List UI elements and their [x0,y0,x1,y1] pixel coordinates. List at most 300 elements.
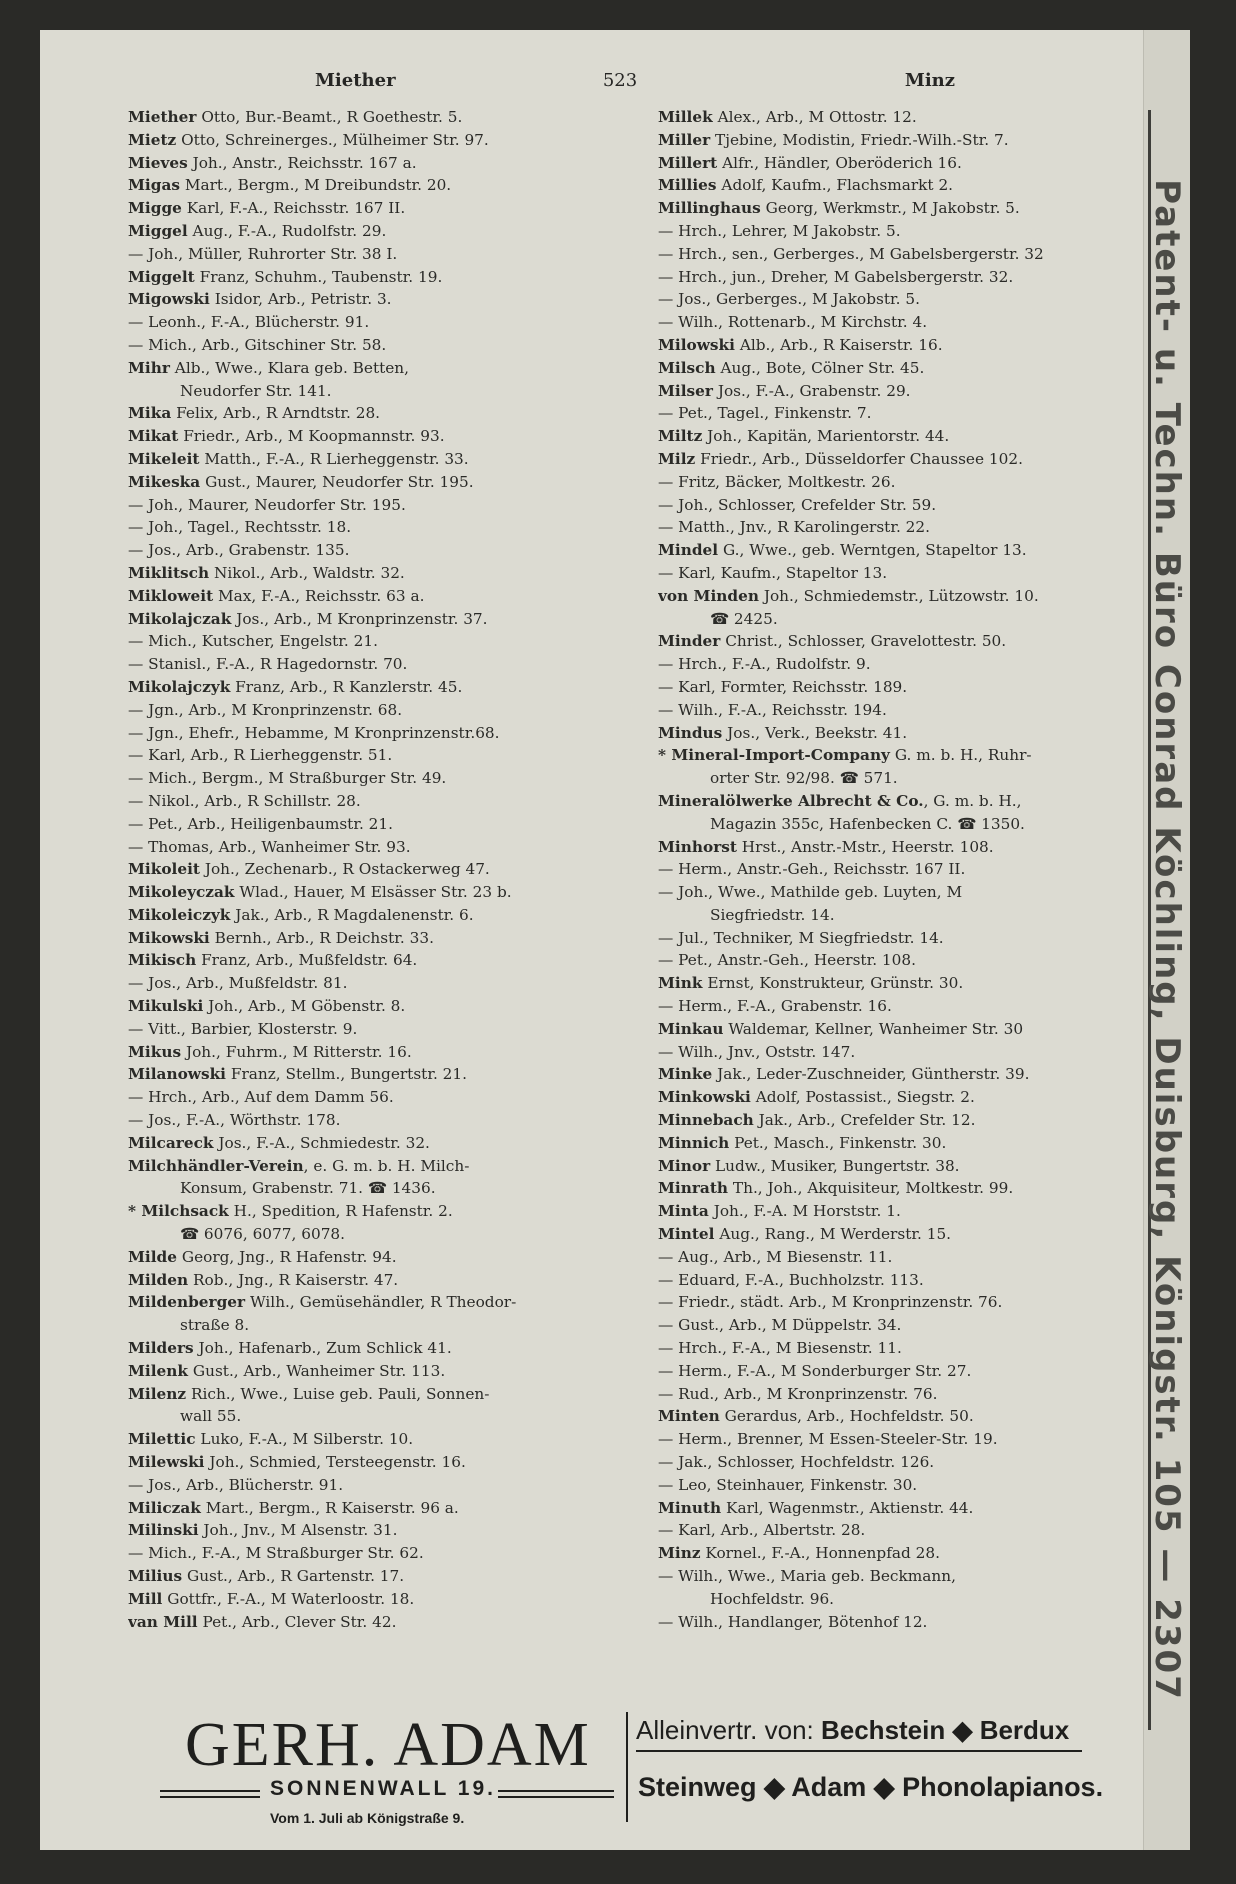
entry-details: Gottfr., F.-A., M Waterloostr. 18. [162,1589,415,1608]
entry-details: Christ., Schlosser, Gravelottestr. 50. [720,632,1007,651]
directory-entry [128,1565,628,1588]
directory-entry [658,243,1163,266]
entry-details: orter Str. 92/98. ☎ 571. [710,769,898,788]
entry-details: Rob., Jng., R Kaiserstr. 47. [188,1270,399,1289]
directory-entry [658,1063,1163,1086]
entry-details: — Jos., Arb., Mußfeldstr. 81. [128,974,348,993]
entry-details: ☎ 2425. [710,609,778,628]
directory-entry [128,1428,628,1451]
directory-entry [128,608,628,631]
entry-surname: Milanowski [128,1065,226,1084]
directory-entry [128,653,628,676]
directory-entry [658,1109,1163,1132]
directory-entry [128,1155,628,1178]
entry-surname: Miltz [658,427,703,446]
entry-details: Bernh., Arb., R Deichstr. 33. [209,928,434,947]
ad-double-rule-left [160,1790,260,1798]
entry-details: — Wilh., Wwe., Maria geb. Beckmann, [658,1567,956,1585]
entry-surname: Minor [658,1156,711,1175]
entry-details: Alb., Arb., R Kaiserstr. 16. [734,335,943,354]
ad-agency-line [636,1715,1069,1746]
entry-details: — Herm., F.-A., Grabenstr. 16. [658,997,892,1016]
directory-entry [658,448,1163,471]
directory-entry [658,402,1163,425]
directory-entry [128,699,628,722]
directory-entry [128,174,628,197]
directory-entry [128,881,628,904]
directory-entry [128,1383,628,1406]
entry-details: Joh., Schmiedemstr., Lützowstr. 10. [758,586,1039,605]
right-column [658,106,1163,1706]
entry-details: Jos., Verk., Beekstr. 41. [722,723,908,742]
entry-details: — Mich., F.-A., M Straßburger Str. 62. [128,1544,424,1563]
entry-surname: Mindus [658,723,723,742]
entry-surname: Mintel [658,1225,715,1244]
entry-details: Tjebine, Modistin, Friedr.-Wilh.-Str. 7. [710,130,1009,149]
entry-details: Max, F.-A., Reichsstr. 63 a. [213,586,425,605]
directory-entry [128,813,628,836]
ad-company-name: GERH. ADAM [185,1711,591,1779]
entry-surname: Mikeleit [128,449,200,468]
entry-surname: Mink [658,974,703,993]
entry-details: Gust., Arb., Wanheimer Str. 113. [188,1361,446,1380]
directory-entry [128,790,628,813]
entry-details: Joh., Anstr., Reichsstr. 167 a. [187,153,417,172]
directory-entry [658,1428,1163,1451]
entry-surname: Mihr [128,358,170,377]
directory-entry [128,1086,628,1109]
entry-details: Ludw., Musiker, Bungertstr. 38. [710,1156,960,1175]
directory-entry [658,744,1163,767]
entry-details: — Jos., F.-A., Wörthstr. 178. [128,1111,341,1130]
entry-details: Wlad., Hauer, M Elsässer Str. 23 b. [234,883,512,902]
directory-entry [658,1132,1163,1155]
entry-details: Magazin 355c, Hafenbecken C. ☎ 1350. [710,814,1025,833]
entry-surname: Mieves [128,153,188,172]
entry-surname: Millek [658,108,713,126]
directory-entry [658,288,1163,311]
entry-surname: Mikloweit [128,586,214,605]
entry-details: Franz, Arb., Mußfeldstr. 64. [196,951,418,970]
directory-entry [128,995,628,1018]
entry-details: — Rud., Arb., M Kronprinzenstr. 76. [658,1384,938,1403]
directory-entry [128,1041,628,1064]
ad-double-rule-right [498,1790,614,1798]
entry-details: — Wilh., Rottenarb., M Kirchstr. 4. [658,313,928,332]
directory-entry [128,836,628,859]
directory-entry [658,494,1163,517]
entry-details: — Aug., Arb., M Biesenstr. 11. [658,1247,893,1266]
directory-entry [658,1314,1163,1337]
entry-details: Kornel., F.-A., Honnenpfad 28. [700,1544,940,1563]
entry-details: Aug., Rang., M Werderstr. 15. [714,1225,952,1244]
directory-page [40,30,1190,1850]
entry-surname: Mikisch [128,951,197,970]
ad-brands-line: Steinweg ◆ Adam ◆ Phonolapianos. [638,1772,1104,1802]
directory-entry [658,1383,1163,1406]
directory-entry [658,425,1163,448]
entry-details: Wilh., Gemüsehändler, R Theodor- [245,1293,517,1312]
entry-details: — Matth., Jnv., R Karolingerstr. 22. [658,518,930,537]
directory-entry [658,1018,1163,1041]
directory-entry [658,972,1163,995]
entry-details: — Hrch., F.-A., M Biesenstr. 11. [658,1339,902,1358]
directory-entry [128,494,628,517]
directory-entry [658,380,1163,403]
entry-surname: Minke [658,1065,713,1084]
entry-surname: Minta [658,1202,709,1221]
entry-details: — Wilh., F.-A., Reichsstr. 194. [658,700,887,719]
directory-entry [658,813,1163,836]
directory-entry [128,1405,628,1428]
directory-entry [658,1588,1163,1611]
entry-details: — Jos., Gerberges., M Jakobstr. 5. [658,290,920,309]
directory-entry [658,1337,1163,1360]
directory-entry [658,1497,1163,1520]
entry-details: Otto, Bur.-Beamt., R Goethestr. 5. [196,108,463,126]
directory-entry [128,106,628,129]
entry-details: Georg, Jng., R Hafenstr. 94. [176,1247,397,1266]
directory-entry [658,152,1163,175]
entry-details: Alex., Arb., M Ottostr. 12. [712,108,917,126]
entry-details: Joh., Arb., M Göbenstr. 8. [203,997,406,1016]
directory-entry [658,220,1163,243]
directory-entry [658,1291,1163,1314]
directory-entry [658,1611,1163,1634]
directory-entry [658,471,1163,494]
entry-surname: Mikolajczyk [128,677,231,696]
directory-entry [658,1519,1163,1542]
directory-entry [658,106,1163,129]
entry-surname: Mika [128,404,172,423]
entry-surname: von Minden [658,586,759,605]
entry-details: Georg, Werkmstr., M Jakobstr. 5. [760,199,1020,218]
entry-details: Gust., Maurer, Neudorfer Str. 195. [200,472,474,491]
entry-surname: Milser [658,381,713,400]
directory-entry [658,1041,1163,1064]
directory-entry [128,448,628,471]
entry-details: Joh., F.-A. M Horststr. 1. [708,1202,901,1221]
ad-agency-brands: Bechstein ◆ Berdux [820,1715,1070,1745]
entry-surname: Millinghaus [658,199,761,218]
directory-entry [658,881,1163,904]
entry-details: — Eduard, F.-A., Buchholzstr. 113. [658,1270,924,1289]
entry-details: , G. m. b. H., [923,791,1022,810]
entry-details: — Hrch., F.-A., Rudolfstr. 9. [658,655,871,674]
directory-entry [128,1474,628,1497]
directory-entry [658,516,1163,539]
entry-details: — Mich., Arb., Gitschiner Str. 58. [128,335,387,354]
directory-entry [128,266,628,289]
directory-entry [658,1542,1163,1565]
directory-entry [128,288,628,311]
entry-surname: Minnebach [658,1111,754,1130]
entry-surname: Mikat [128,427,179,446]
entry-surname: Migas [128,176,180,195]
directory-entry [658,1086,1163,1109]
entry-surname: * Milchsack [128,1202,229,1221]
directory-entry [658,767,1163,790]
entry-surname: Minnich [658,1133,730,1152]
entry-details: — Mich., Kutscher, Engelstr. 21. [128,632,378,651]
entry-surname: Milchhändler-Verein [128,1156,304,1175]
entry-details: Hochfeldstr. 96. [710,1589,835,1608]
entry-details: Konsum, Grabenstr. 71. ☎ 1436. [180,1179,436,1198]
entry-surname: Milden [128,1270,189,1289]
entry-details: Gust., Arb., R Gartenstr. 17. [182,1567,405,1585]
directory-entry [128,1451,628,1474]
entry-surname: Minten [658,1407,720,1426]
directory-entry [658,266,1163,289]
entry-details: Friedr., Arb., M Koopmannstr. 93. [178,427,445,446]
directory-entry [658,1155,1163,1178]
entry-surname: Milinski [128,1521,199,1540]
entry-surname: Milius [128,1567,183,1585]
directory-entry [658,539,1163,562]
entry-surname: Minrath [658,1179,729,1198]
entry-surname: Mikowski [128,928,210,947]
entry-surname: Milcareck [128,1133,214,1152]
entry-surname: Milde [128,1247,177,1266]
entry-surname: Minz [658,1544,701,1563]
entry-details: Otto, Schreinerges., Mülheimer Str. 97. [176,130,489,149]
directory-entry [658,1246,1163,1269]
entry-details: Franz, Schuhm., Taubenstr. 19. [194,267,443,286]
directory-entry [658,858,1163,881]
directory-entry [128,357,628,380]
entry-details: — Herm., F.-A., M Sonderburger Str. 27. [658,1361,972,1380]
entry-details: Nikol., Arb., Waldstr. 32. [209,563,405,582]
directory-entry [128,1611,628,1634]
entry-details: Joh., Schmied, Tersteegenstr. 16. [204,1453,466,1472]
directory-entry [658,334,1163,357]
entry-details: Alfr., Händler, Oberöderich 16. [717,153,962,172]
entry-surname: Milders [128,1339,194,1358]
entry-details: Felix, Arb., R Arndtstr. 28. [171,404,381,423]
entry-details: Aug., F.-A., Rudolfstr. 29. [187,221,387,240]
entry-details: — Joh., Maurer, Neudorfer Str. 195. [128,495,406,514]
directory-entry [128,676,628,699]
directory-entry [658,904,1163,927]
entry-surname: Mildenberger [128,1293,246,1312]
entry-details: Jos., F.-A., Schmiedestr. 32. [213,1133,430,1152]
directory-entry [128,1497,628,1520]
directory-entry [128,1542,628,1565]
directory-entry [658,1360,1163,1383]
entry-details: — Joh., Schlosser, Crefelder Str. 59. [658,495,937,514]
entry-surname: Minder [658,632,721,651]
entry-surname: Milowski [658,335,735,354]
directory-entry [658,995,1163,1018]
entry-surname: Mietz [128,130,177,149]
entry-details: — Joh., Wwe., Mathilde geb. Luyten, M [658,883,963,902]
directory-entry [128,539,628,562]
directory-entry [658,585,1163,608]
entry-surname: Milz [658,449,696,468]
directory-entry [658,311,1163,334]
entry-surname: Mikolajczak [128,609,232,628]
entry-details: — Hrch., Lehrer, M Jakobstr. 5. [658,221,901,240]
entry-details: Waldemar, Kellner, Wanheimer Str. 30 [723,1019,1024,1038]
entry-details: — Fritz, Bäcker, Moltkestr. 26. [658,472,896,491]
entry-details: — Pet., Arb., Heiligenbaumstr. 21. [128,814,394,833]
directory-entry [128,220,628,243]
entry-details: straße 8. [180,1316,250,1335]
directory-entry [658,197,1163,220]
entry-surname: Milenz [128,1384,187,1403]
directory-entry [658,1200,1163,1223]
edge-advert-text: Patent- u. Techn. Büro Conrad Köchling, Duisburg, Königstr. 105 — 2307 [1147,179,1187,1701]
page-edge-strip [1143,30,1190,1850]
entry-details: Pet., Masch., Finkenstr. 30. [729,1133,947,1152]
entry-details: Joh., Jnv., M Alsenstr. 31. [198,1521,398,1540]
entry-details: Adolf, Kaufm., Flachsmarkt 2. [716,176,954,195]
entry-details: Isidor, Arb., Petristr. 3. [209,290,392,309]
entry-details: Rich., Wwe., Luise geb. Pauli, Sonnen- [186,1384,490,1403]
directory-entry [128,334,628,357]
directory-entry [128,767,628,790]
directory-entry [128,1132,628,1155]
directory-entry [128,197,628,220]
entry-details: Joh., Zechenarb., R Ostackerweg 47. [199,860,490,879]
directory-entry [128,1360,628,1383]
directory-entry [128,585,628,608]
entry-details: — Hrch., jun., Dreher, M Gabelsbergerstr. 32. [658,267,1014,286]
entry-details: Friedr., Arb., Düsseldorfer Chaussee 102. [695,449,1023,468]
entry-surname: van Mill [128,1612,198,1631]
entry-surname: Mindel [658,541,719,560]
directory-entry [658,562,1163,585]
directory-entry [128,1291,628,1314]
entry-details: — Pet., Tagel., Finkenstr. 7. [658,404,872,423]
entry-details: Franz, Arb., R Kanzlerstr. 45. [230,677,463,696]
directory-entry [128,152,628,175]
header-left-keyword: Miether [315,70,396,91]
entry-surname: Miether [128,108,197,126]
entry-details: Adolf, Postassist., Siegstr. 2. [750,1088,975,1107]
ad-divider [626,1712,628,1822]
entry-surname: Mill [128,1589,163,1608]
directory-entry [128,1519,628,1542]
entry-details: Aug., Bote, Cölner Str. 45. [715,358,925,377]
entry-details: Hrst., Anstr.-Mstr., Heerstr. 108. [736,837,994,856]
directory-entry [128,1177,628,1200]
entry-details: — Leo, Steinhauer, Finkenstr. 30. [658,1475,918,1494]
entry-details: — Karl, Formter, Reichsstr. 189. [658,677,908,696]
entry-details: — Mich., Bergm., M Straßburger Str. 49. [128,769,447,788]
entry-details: , e. G. m. b. H. Milch- [303,1156,470,1175]
entry-surname: Minkowski [658,1088,751,1107]
directory-entry [128,1018,628,1041]
entry-details: — Friedr., städt. Arb., M Kronprinzenstr. 76. [658,1293,1003,1312]
entry-details: Neudorfer Str. 141. [180,381,332,400]
directory-entry [128,243,628,266]
entry-details: — Wilh., Handlanger, Bötenhof 12. [658,1612,928,1631]
directory-entry [128,562,628,585]
directory-entry [128,630,628,653]
entry-surname: Minkau [658,1019,724,1038]
entry-details: Gerardus, Arb., Hochfeldstr. 50. [719,1407,974,1426]
entry-details: — Karl, Arb., R Lierheggenstr. 51. [128,746,393,765]
entry-details: Jak., Leder-Zuschneider, Güntherstr. 39. [712,1065,1030,1084]
entry-details: — Wilh., Jnv., Oststr. 147. [658,1042,856,1061]
entry-surname: Miller [658,130,711,149]
entry-details: Th., Joh., Akquisiteur, Moltkestr. 99. [728,1179,1014,1198]
entry-surname: * Mineral-Import-Company [658,746,890,765]
entry-surname: Miklitsch [128,563,210,582]
entry-details: Jos., Arb., M Kronprinzenstr. 37. [231,609,488,628]
entry-details: Ernst, Konstrukteur, Grünstr. 30. [702,974,964,993]
left-column [128,106,628,1706]
directory-entry [658,653,1163,676]
entry-details: Karl, Wagenmstr., Aktienstr. 44. [721,1498,974,1517]
entry-details: — Jos., Arb., Blücherstr. 91. [128,1475,344,1494]
directory-entry [658,1565,1163,1588]
entry-details: Joh., Hafenarb., Zum Schlick 41. [193,1339,452,1358]
entry-details: H., Spedition, R Hafenstr. 2. [228,1202,453,1221]
directory-entry [128,311,628,334]
entry-details: Pet., Arb., Clever Str. 42. [197,1612,397,1631]
entry-details: Mart., Bergm., M Dreibundstr. 20. [179,176,452,195]
entry-details: — Gust., Arb., M Düppelstr. 34. [658,1316,902,1335]
entry-details: Jak., Arb., Crefelder Str. 12. [753,1111,976,1130]
entry-details: Siegfriedstr. 14. [710,905,835,924]
entry-details: — Jos., Arb., Grabenstr. 135. [128,541,350,560]
entry-surname: Migowski [128,290,210,309]
directory-entry [128,904,628,927]
entry-details: — Jgn., Ehefr., Hebamme, M Kronprinzenstr.68. [128,723,500,742]
directory-entry [658,357,1163,380]
directory-entry [128,1223,628,1246]
entry-details: Matth., F.-A., R Lierheggenstr. 33. [199,449,469,468]
directory-entry [128,1269,628,1292]
entry-surname: Mineralölwerke Albrecht & Co. [658,791,924,810]
entry-surname: Mikus [128,1042,182,1061]
directory-entry [128,471,628,494]
entry-surname: Milettic [128,1430,196,1449]
entry-surname: Migge [128,199,182,218]
directory-entry [128,722,628,745]
directory-entry [658,676,1163,699]
ad-agency-prefix: Alleinvertr. von: [636,1715,821,1745]
directory-entry [658,699,1163,722]
entry-details: ☎ 6076, 6077, 6078. [180,1225,346,1244]
entry-surname: Miliczak [128,1498,201,1517]
entry-details: Luko, F.-A., M Silberstr. 10. [195,1430,414,1449]
entry-surname: Miggel [128,221,188,240]
directory-entry [658,1177,1163,1200]
directory-entry [128,1337,628,1360]
entry-surname: Milewski [128,1453,205,1472]
entry-details: — Hrch., Arb., Auf dem Damm 56. [128,1088,394,1107]
entry-details: — Vitt., Barbier, Klosterstr. 9. [128,1019,358,1038]
entry-details: Jak., Arb., R Magdalenenstr. 6. [230,905,474,924]
directory-entry [658,608,1163,631]
directory-entry [128,1200,628,1223]
directory-entry [658,1269,1163,1292]
entry-details: — Jul., Techniker, M Siegfriedstr. 14. [658,928,944,947]
entry-details: — Herm., Anstr.-Geh., Reichsstr. 167 II. [658,860,966,879]
entry-details: — Jak., Schlosser, Hochfeldstr. 126. [658,1453,935,1472]
page-header [120,70,1120,102]
page-number: 523 [602,70,638,91]
directory-entry [658,1405,1163,1428]
entry-details: — Pet., Anstr.-Geh., Heerstr. 108. [658,951,916,970]
advertisement [120,1710,1120,1830]
entry-details: — Karl, Arb., Albertstr. 28. [658,1521,866,1540]
directory-entry [128,972,628,995]
directory-entry [128,129,628,152]
